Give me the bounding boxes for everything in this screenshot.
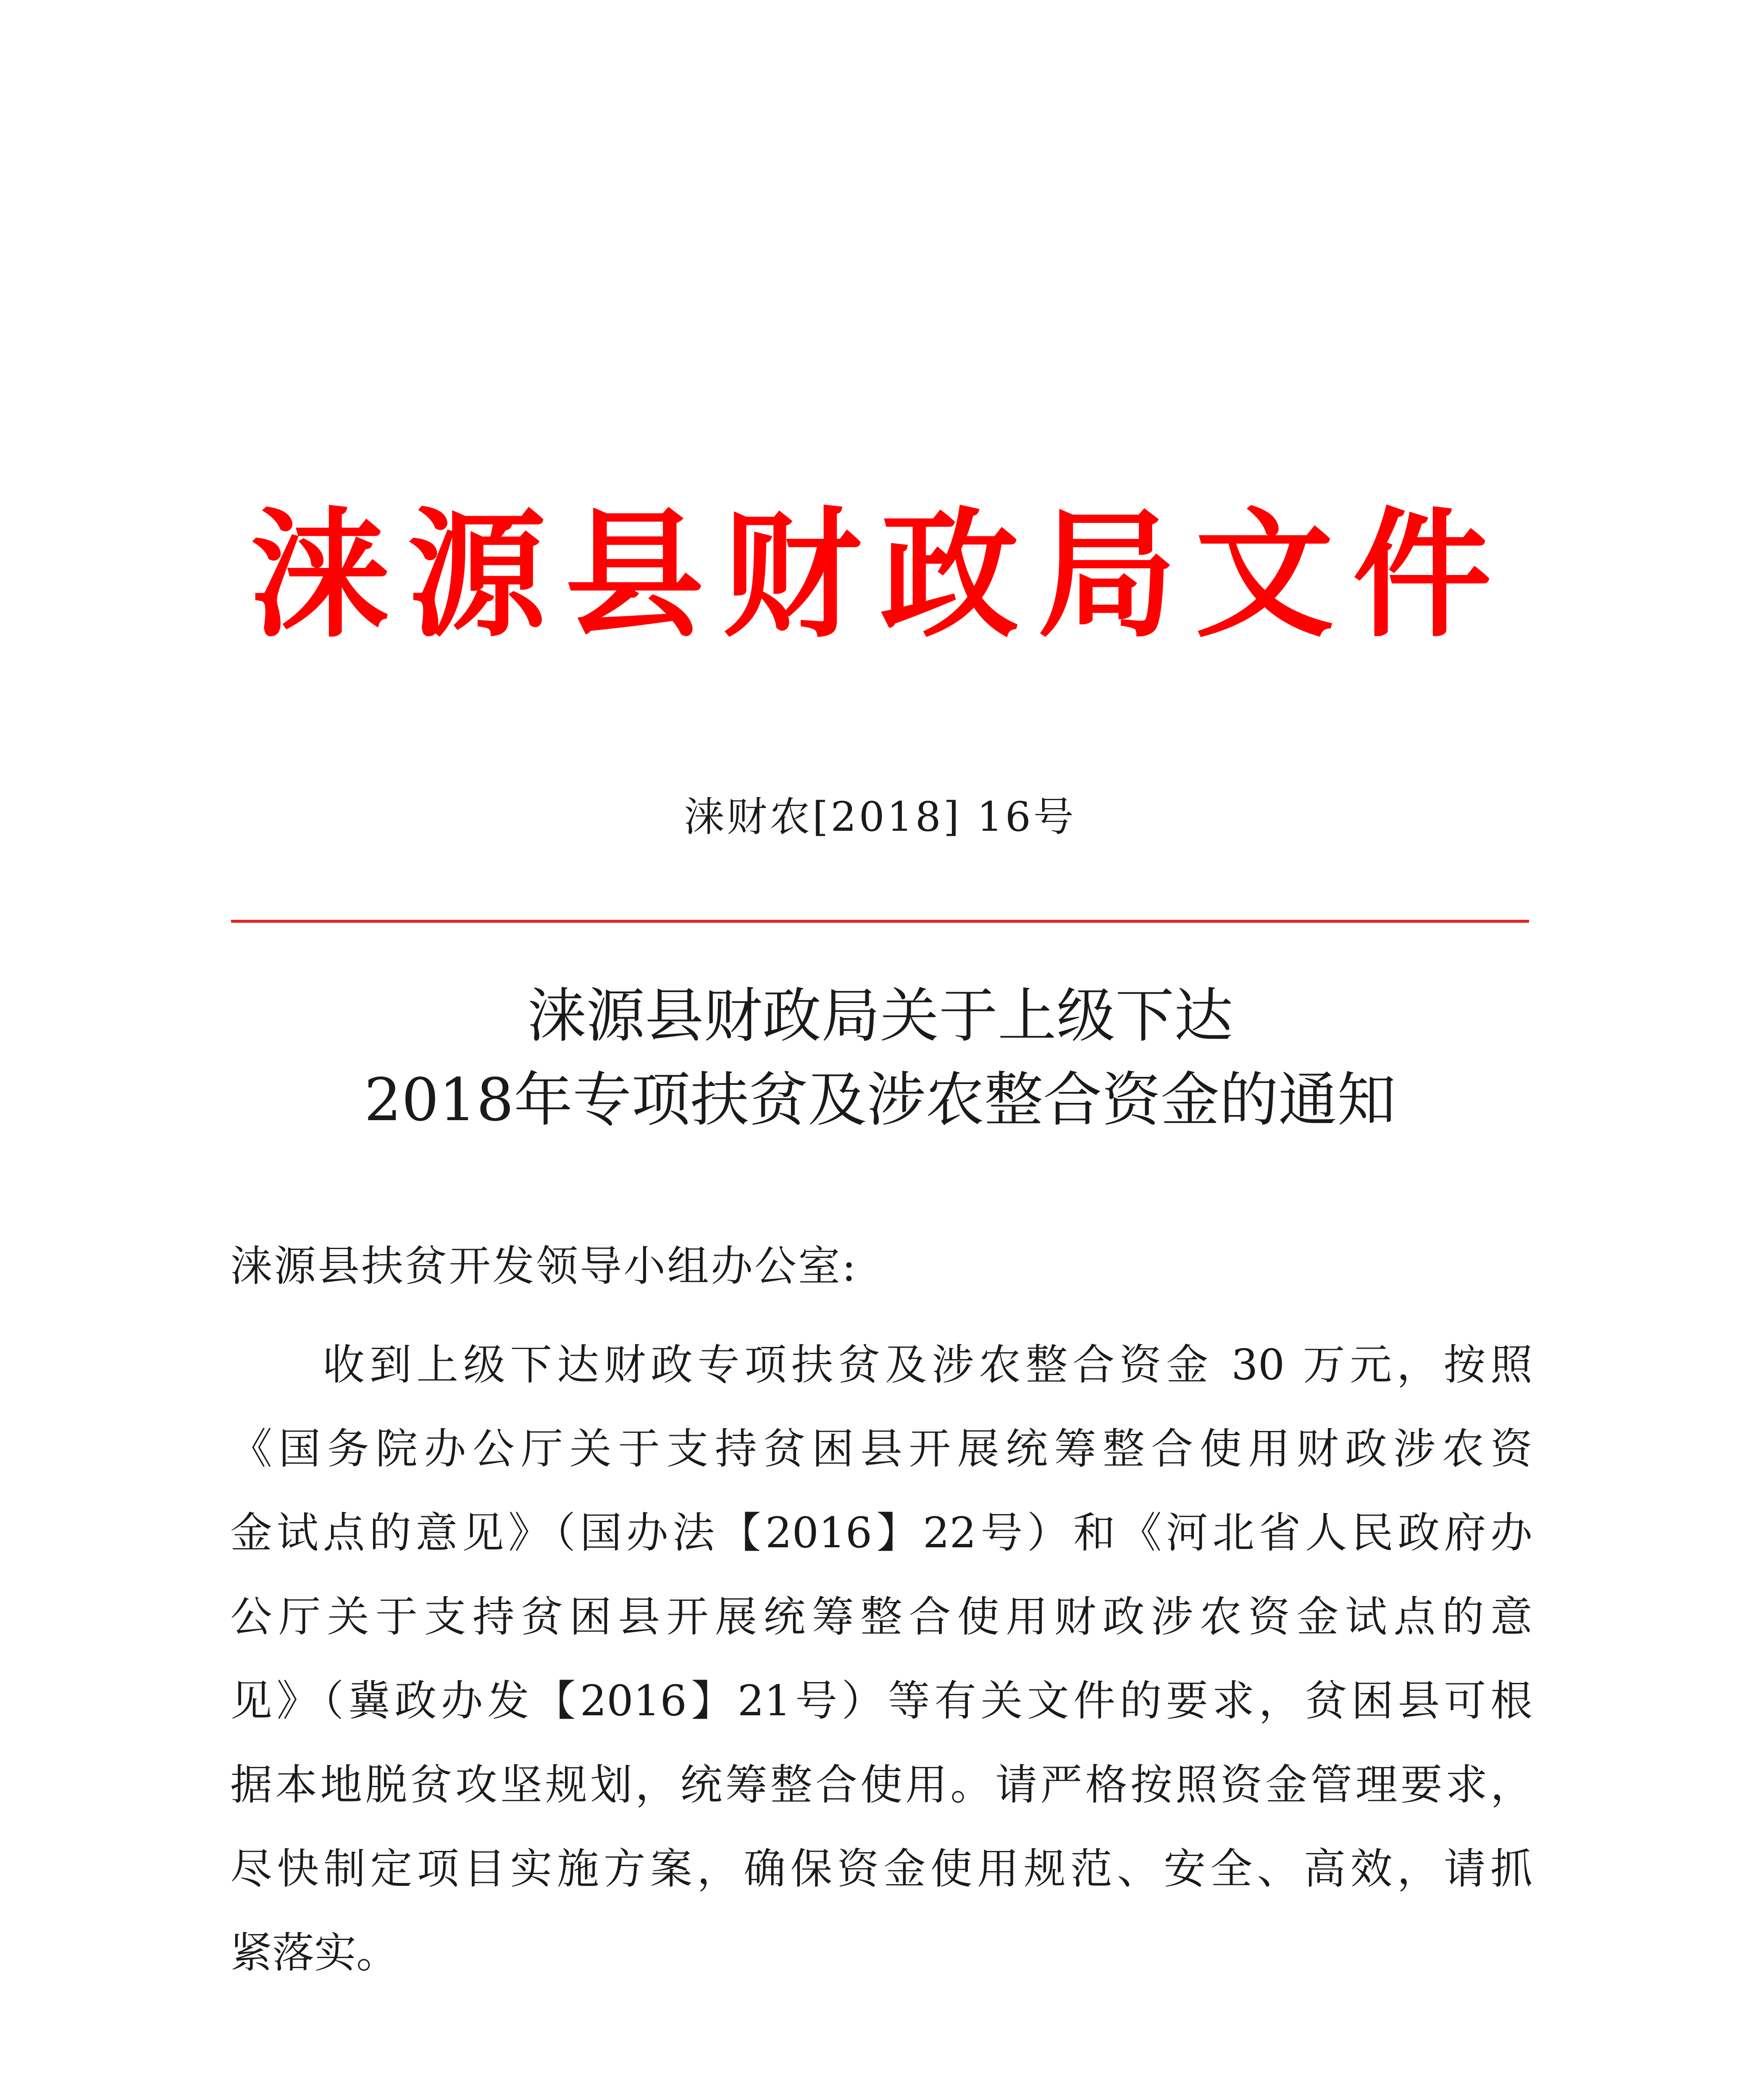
notice-title-line-1: 涞源县财政局关于上级下达 xyxy=(527,982,1233,1050)
body-line: 见》（冀政办发【2016】21号）等有关文件的要求，贫困县可根 xyxy=(230,1676,1532,1725)
body-line: 尽快制定项目实施方案，确保资金使用规范、安全、高效，请抓 xyxy=(230,1844,1532,1893)
red-divider-rule xyxy=(231,920,1529,923)
body-line: 公厅关于支持贫困县开展统筹整合使用财政涉农资金试点的意 xyxy=(230,1592,1532,1641)
body-line: 金试点的意见》（国办法【2016】22号）和《河北省人民政府办 xyxy=(230,1508,1532,1557)
masthead-title: 涞源县财政局文件 xyxy=(250,495,1510,656)
body-line: 据本地脱贫攻坚规划，统筹整合使用。请严格按照资金管理要求， xyxy=(230,1760,1532,1809)
notice-title-line-2: 2018年专项扶贫及涉农整合资金的通知 xyxy=(364,1066,1396,1134)
salutation: 涞源县扶贫开发领导小组办公室: xyxy=(230,1242,858,1291)
body-line: 《国务院办公厅关于支持贫困县开展统筹整合使用财政涉农资 xyxy=(230,1424,1532,1473)
document-number: 涞财农[2018] 16号 xyxy=(684,793,1076,840)
notice-body xyxy=(230,1323,1532,1995)
notice-title xyxy=(229,974,1531,1142)
body-line: 收到上级下达财政专项扶贫及涉农整合资金 30 万元，按照 xyxy=(323,1340,1532,1389)
body-line: 紧落实。 xyxy=(230,1928,398,1977)
